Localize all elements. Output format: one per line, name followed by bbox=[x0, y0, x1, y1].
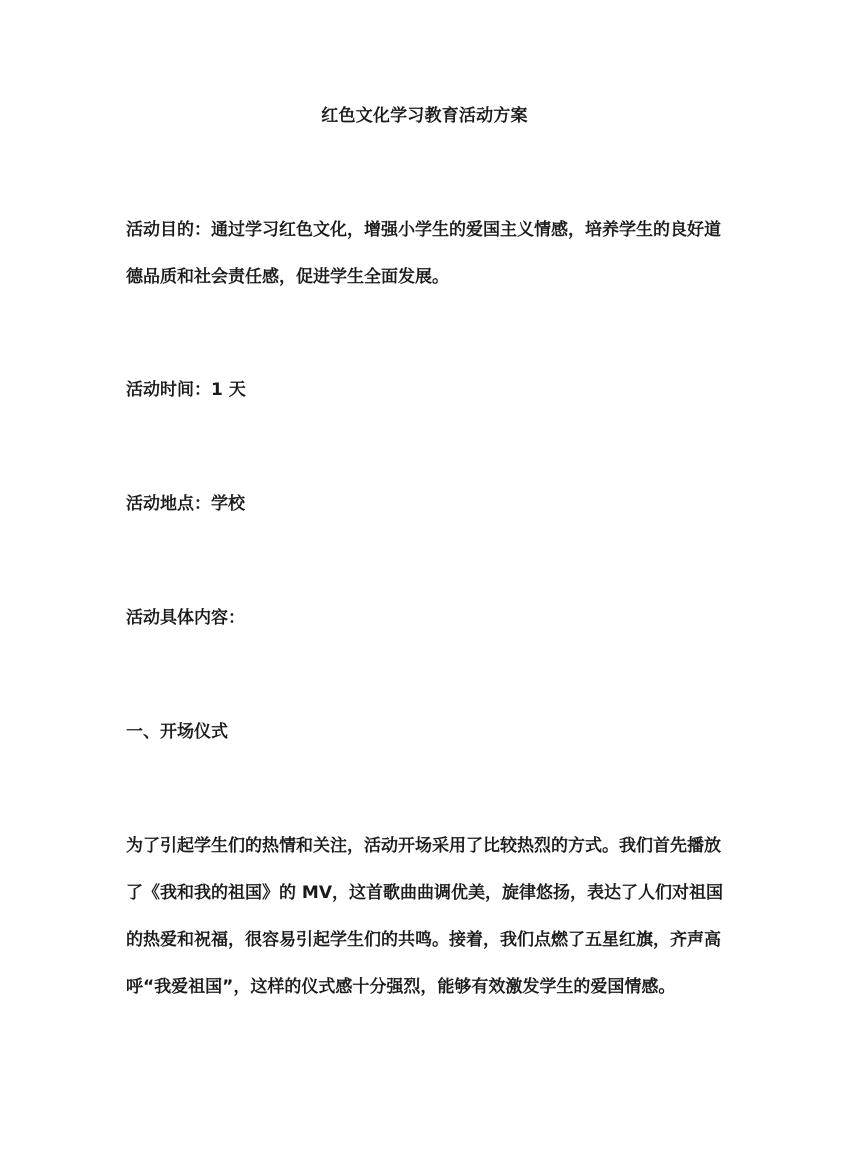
activity-place: 活动地点：学校 bbox=[126, 494, 245, 514]
paragraph-line: 活动目的：通过学习红色文化，增强小学生的爱国主义情感，培养学生的良好道 bbox=[126, 220, 721, 240]
paragraph-line: 为了引起学生们的热情和关注，活动开场采用了比较热烈的方式。我们首先播放 bbox=[126, 836, 721, 856]
paragraph-line: 的热爱和祝福，很容易引起学生们的共鸣。接着，我们点燃了五星红旗，齐声高 bbox=[126, 930, 721, 950]
paragraph-line: 德品质和社会责任感，促进学生全面发展。 bbox=[126, 267, 449, 287]
document-title: 红色文化学习教育活动方案 bbox=[321, 106, 528, 126]
section-heading-opening-ceremony: 一、开场仪式 bbox=[126, 722, 228, 742]
paragraph-line: 呼“我爱祖国”，这样的仪式感十分强烈，能够有效激发学生的爱国情感。 bbox=[126, 977, 676, 997]
activity-purpose-paragraph bbox=[126, 218, 738, 289]
activity-time: 活动时间：1 天 bbox=[126, 380, 246, 400]
opening-ceremony-paragraph bbox=[126, 834, 738, 999]
activity-content-heading: 活动具体内容： bbox=[126, 608, 245, 628]
paragraph-line: 了《我和我的祖国》的 MV，这首歌曲曲调优美，旋律悠扬，表达了人们对祖国 bbox=[126, 883, 723, 903]
